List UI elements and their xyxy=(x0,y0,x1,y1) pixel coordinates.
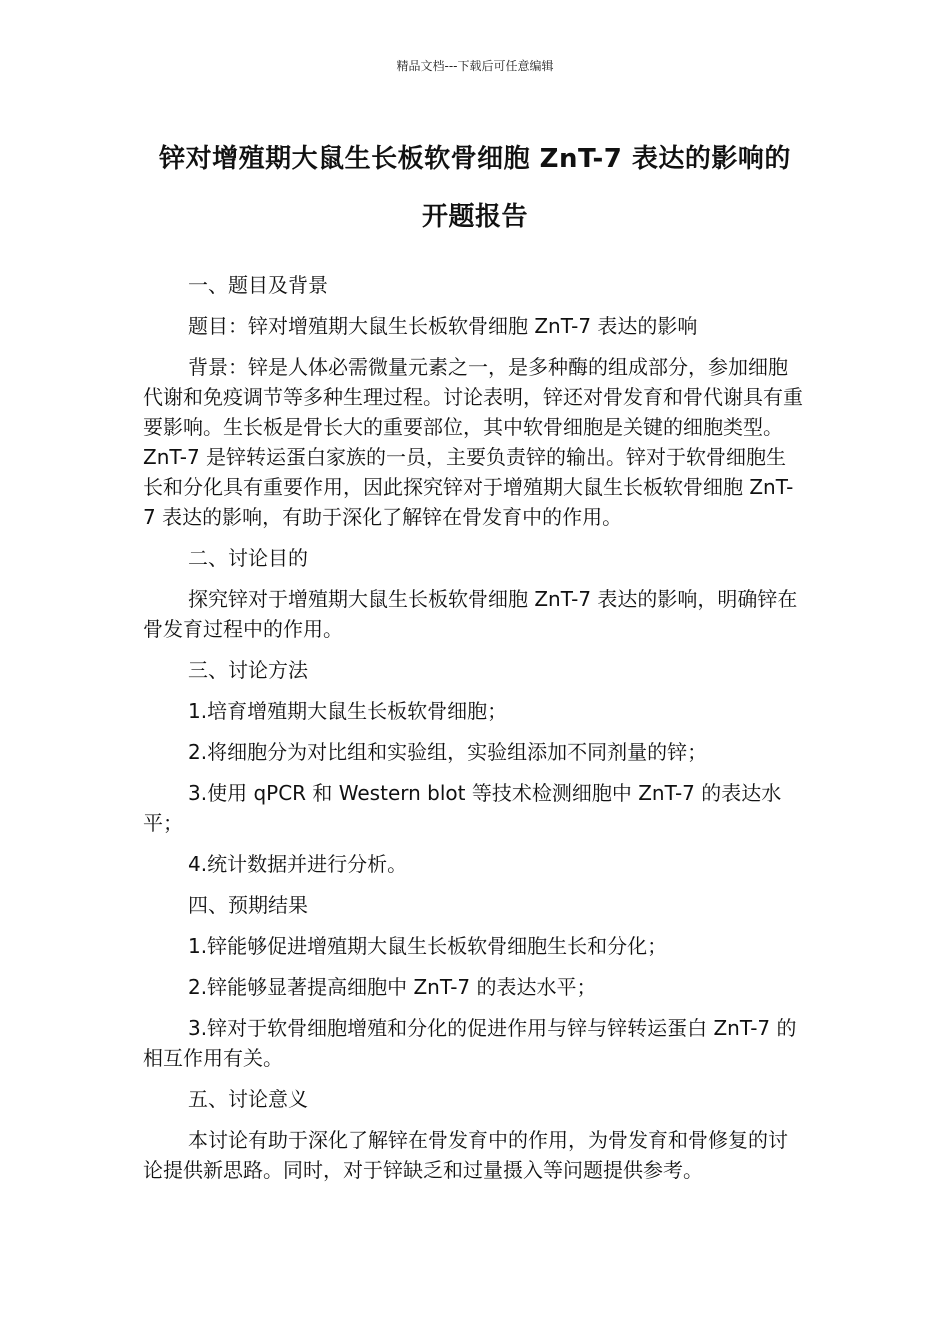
section-heading-background: 一、题目及背景 xyxy=(188,273,328,297)
method-item-4: 4.统计数据并进行分析。 xyxy=(188,852,408,876)
paragraph-significance: 本讨论有助于深化了解锌在骨发育中的作用，为骨发育和骨修复的讨论提供新思路。同时，对于锌缺乏和过量摄入等问题提供参考。 xyxy=(143,1128,788,1182)
section-heading-significance: 五、讨论意义 xyxy=(188,1087,308,1111)
method-item-2: 2.将细胞分为对比组和实验组，实验组添加不同剂量的锌； xyxy=(188,740,708,764)
document-title-line-1: 锌对增殖期大鼠生长板软骨细胞 ZnT-7 表达的影响的 xyxy=(159,144,791,174)
paragraph-topic: 题目：锌对增殖期大鼠生长板软骨细胞 ZnT-7 表达的影响 xyxy=(188,314,698,338)
section-heading-results: 四、预期结果 xyxy=(188,893,308,917)
section-heading-methods: 三、讨论方法 xyxy=(188,658,308,682)
method-item-3: 3.使用 qPCR 和 Western blot 等技术检测细胞中 ZnT-7 的表达水平； xyxy=(143,781,782,835)
result-item-2: 2.锌能够显著提高细胞中 ZnT-7 的表达水平； xyxy=(188,975,597,999)
result-item-3: 3.锌对于软骨细胞增殖和分化的促进作用与锌与锌转运蛋白 ZnT-7 的相互作用有关。 xyxy=(143,1016,797,1070)
paragraph-purpose: 探究锌对于增殖期大鼠生长板软骨细胞 ZnT-7 表达的影响，明确锌在骨发育过程中的作用。 xyxy=(143,587,798,641)
method-item-1: 1.培育增殖期大鼠生长板软骨细胞； xyxy=(188,699,508,723)
header-note: 精品文档---下载后可任意编辑 xyxy=(396,59,554,73)
paragraph-background: 背景：锌是人体必需微量元素之一，是多种酶的组成部分，参加细胞代谢和免疫调节等多种生理过程。讨论表明，锌还对骨发育和骨代谢具有重要影响。生长板是骨长大的重要部位，其中软骨细胞是关键的细胞类型。ZnT-7 是锌转运蛋白家族的一员，主要负责锌的输出。锌对于软骨细胞生长和分化具有重要作用，因此探究锌对于增殖期大鼠生长板软骨细胞 ZnT-7 表达的影响，有助于深化了解锌在骨发育中的作用。 xyxy=(143,355,803,529)
document-body xyxy=(143,270,803,1196)
section-heading-purpose: 二、讨论目的 xyxy=(188,546,308,570)
result-item-1: 1.锌能够促进增殖期大鼠生长板软骨细胞生长和分化； xyxy=(188,934,668,958)
document-title-line-2: 开题报告 xyxy=(421,202,528,232)
